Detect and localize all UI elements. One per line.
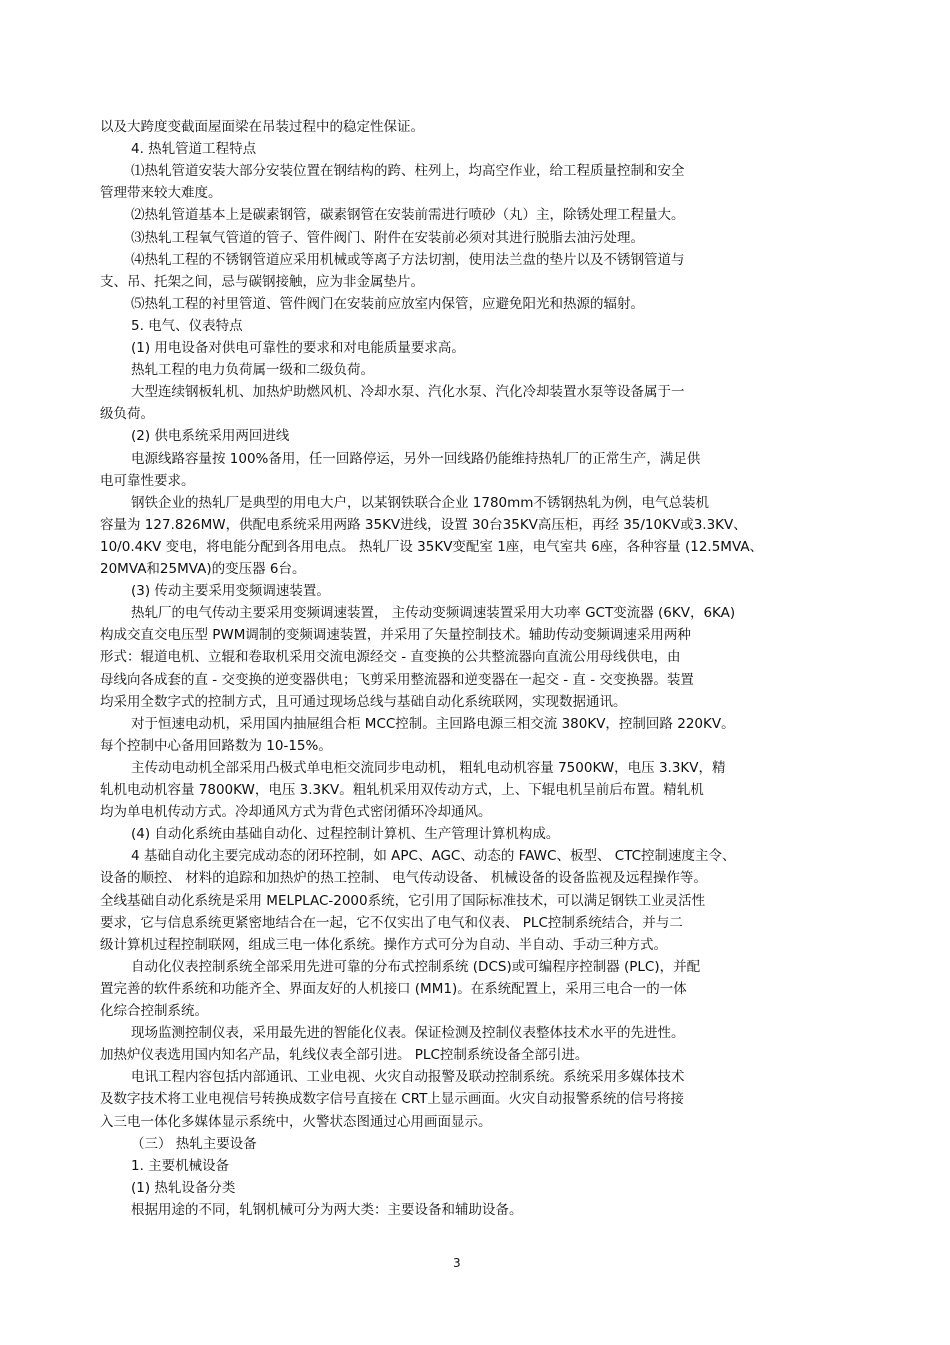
text-line: 热轧工程的电力负荷属一级和二级负荷。 <box>131 362 374 379</box>
text-line: 要求，它与信息系统更紧密地结合在一起，它不仅实出了电气和仪表、 PLC控制系统结合，并与二 <box>100 914 683 931</box>
text-line: 电源线路容量按 100%备用，任一回路停运，另外一回线路仍能维持热轧厂的正常生产，满足供 <box>131 450 701 467</box>
text-line: 大型连续钢板轧机、加热炉助燃风机、冷却水泵、汽化水泵、汽化冷却装置水泵等设备属于一 <box>131 384 685 401</box>
text-line: 自动化仪表控制系统全部采用先进可靠的分布式控制系统 (DCS)或可编程序控制器 (PLC)，并配 <box>131 958 701 975</box>
text-line: 热轧厂的电气传动主要采用变频调速装置， 主传动变频调速装置采用大功率 GCT变流器 (6KV，6KA) <box>131 605 736 622</box>
section-heading: 5. 电气、仪表特点 <box>131 317 243 334</box>
section-heading: 1. 主要机械设备 <box>131 1157 230 1174</box>
text-line: 母线向各成套的直 - 交变换的逆变器供电；飞剪采用整流器和逆变器在一起交 - 直 - 交变换器。装置 <box>100 671 694 688</box>
text-line: (3) 传动主要采用变频调速装置。 <box>131 583 330 600</box>
text-line: 4 基础自动化主要完成动态的闭环控制，如 APC、AGC、动态的 FAWC、板型、 CTC控制速度主令、 <box>131 848 736 865</box>
text-line: 管理带来较大难度。 <box>100 185 222 202</box>
section-heading: （三） 热轧主要设备 <box>131 1135 257 1152</box>
text-line: 化综合控制系统。 <box>100 1003 208 1019</box>
text-line: 构成交直交电压型 PWM调制的变频调速装置，并采用了矢量控制技术。辅助传动变频调速采用两种 <box>100 627 691 644</box>
text-line: 形式：辊道电机、立辊和卷取机采用交流电源经交 - 直变换的公共整流器向直流公用母线供电，由 <box>100 649 681 666</box>
text-line: ⑴热轧管道安装大部分安装位置在钢结构的跨、柱列上，均高空作业，给工程质量控制和安全 <box>131 163 685 180</box>
text-line: (4) 自动化系统由基础自动化、过程控制计算机、生产管理计算机构成。 <box>131 826 560 843</box>
text-line: 均为单电机传动方式。冷却通风方式为背色式密闭循环冷却通风。 <box>100 804 492 821</box>
text-line: 主传动电动机全部采用凸极式单电柜交流同步电动机， 粗轧电动机容量 7500KW，电压 3.3KV，精 <box>131 759 726 776</box>
text-line: 入三电一体化多媒体显示系统中，火警状态图通过心用画面显示。 <box>100 1113 492 1130</box>
text-line: ⑶热轧工程氧气管道的管子、管件阀门、附件在安装前必须对其进行脱脂去油污处理。 <box>131 229 644 246</box>
text-line: 置完善的软件系统和功能齐全、界面友好的人机接口 (MM1)。在系统配置上，采用三电合一的一体 <box>100 980 687 997</box>
text-line: 均采用全数字式的控制方式，且可通过现场总线与基础自动化系统联网，实现数据通讯。 <box>100 693 627 710</box>
text-line: 每个控制中心备用回路数为 10-15%。 <box>100 737 332 754</box>
text-line: 根据用途的不同，轧钢机械可分为两大类：主要设备和辅助设备。 <box>131 1201 523 1218</box>
text-line: 级负荷。 <box>100 406 154 423</box>
text-line: 全线基础自动化系统是采用 MELPLAC-2000系统，它引用了国际标准技术，可以满足钢铁工业灵活性 <box>100 892 706 909</box>
section-heading: 4. 热轧管道工程特点 <box>131 141 257 158</box>
text-line: 支、吊、托架之间，忌与碳钢接触，应为非金属垫片。 <box>100 273 424 290</box>
text-line: 设备的顺控、 材料的追踪和加热炉的热工控制、 电气传动设备、 机械设备的设备监视及远程操作等。 <box>100 870 707 887</box>
page-number: 3 <box>453 1256 461 1270</box>
text-line: 电讯工程内容包括内部通讯、工业电视、火灾自动报警及联动控制系统。系统采用多媒体技术 <box>131 1069 685 1086</box>
text-line: 10/0.4KV 变电，将电能分配到各用电点。 热轧厂设 35KV变配室 1座，电气室共 6座，各种容量 (12.5MVA、 <box>100 538 764 555</box>
text-line: 容量为 127.826MW，供配电系统采用两路 35KV进线，设置 30台35KV高压柜，再经 35/10KV或3.3KV、 <box>100 516 747 533</box>
text-line: 轧机电动机容量 7800KW，电压 3.3KV。粗轧机采用双传动方式，上、下辊电机呈前后布置。精轧机 <box>100 782 704 798</box>
text-line: (1) 用电设备对供电可靠性的要求和对电能质量要求高。 <box>131 340 465 356</box>
text-line: 级计算机过程控制联网，组成三电一体化系统。操作方式可分为自动、半自动、手动三种方式。 <box>100 936 667 953</box>
text-line: 20MVA和25MVA)的变压器 6台。 <box>100 561 306 577</box>
text-line: 现场监测控制仪表，采用最先进的智能化仪表。保证检测及控制仪表整体技术水平的先进性。 <box>131 1025 685 1042</box>
text-line: 及数字技术将工业电视信号转换成数字信号直接在 CRT上显示画面。火灾自动报警系统的信号将接 <box>100 1091 684 1108</box>
text-line: ⑷热轧工程的不锈钢管道应采用机械或等离子方法切割，使用法兰盘的垫片以及不锈钢管道与 <box>131 251 685 268</box>
text-line: 对于恒速电动机，采用国内抽屉组合柜 MCC控制。主回路电源三相交流 380KV，控制回路 220KV。 <box>131 715 735 732</box>
text-line: (2) 供电系统采用两回进线 <box>131 428 290 445</box>
text-line: 加热炉仪表选用国内知名产品，轧线仪表全部引进。 PLC控制系统设备全部引进。 <box>100 1047 589 1064</box>
text-line: 钢铁企业的热轧厂是典型的用电大户，以某钢铁联合企业 1780mm不锈钢热轧为例，电气总装机 <box>131 494 709 511</box>
text-line: ⑵热轧管道基本上是碳素钢管，碳素钢管在安装前需进行喷砂（丸）主，除锈处理工程量大。 <box>131 207 685 224</box>
section-heading: (1) 热轧设备分类 <box>131 1179 236 1196</box>
text-line: 电可靠性要求。 <box>100 472 195 489</box>
text-line: ⑸热轧工程的衬里管道、管件阀门在安装前应放室内保管，应避免阳光和热源的辐射。 <box>131 295 644 312</box>
text-line: 以及大跨度变截面屋面梁在吊装过程中的稳定性保证。 <box>100 119 424 135</box>
